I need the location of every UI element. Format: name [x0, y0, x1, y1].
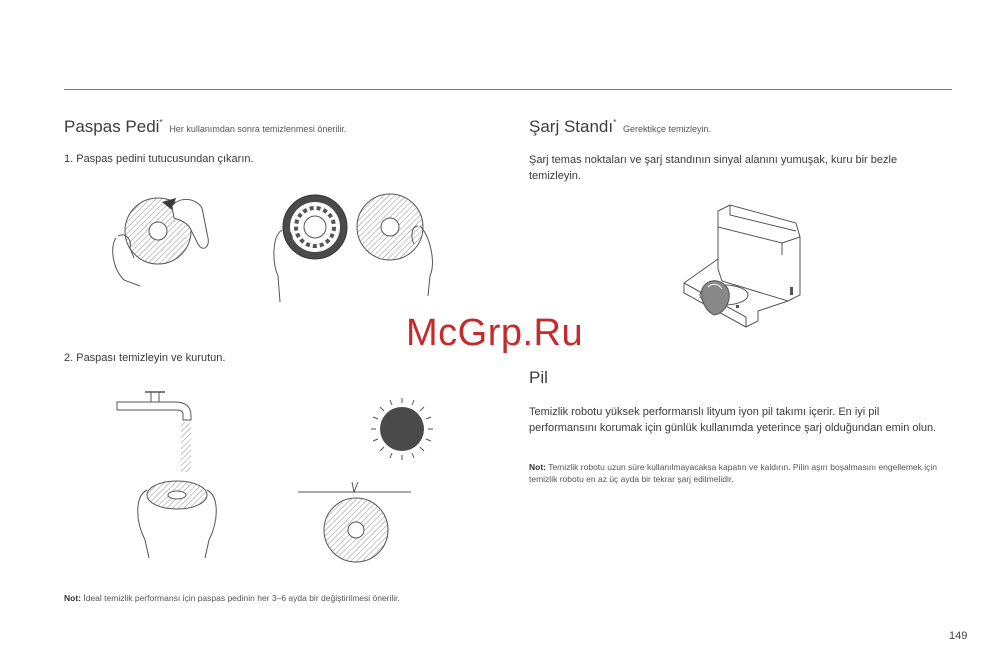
- step-2-text: 2. Paspası temizleyin ve kurutun.: [64, 352, 226, 364]
- asterisk-mark: *: [159, 118, 163, 127]
- dock-body-text: Şarj temas noktaları ve şarj standının sinyal alanını yumuşak, kuru bir bezle temizleyin.: [529, 154, 898, 182]
- note-label: Not:: [64, 593, 81, 603]
- step-1-text: 1. Paspas pedini tutucusundan çıkarın.: [64, 153, 254, 165]
- mop-pad-hint: Her kullanımdan sonra temizlenmesi önerilir.: [169, 124, 347, 134]
- remove-pad-illustration: [110, 188, 220, 288]
- hanging-pad-illustration: [298, 478, 413, 568]
- mop-pad-note: [64, 593, 484, 605]
- wash-pad-illustration: [115, 390, 225, 560]
- battery-note-text: Temizlik robotu uzun süre kullanılmayacaksa kapatın ve kaldırın. Pilin aşırı boşalmasını engellemek için temizlik robotu en az üç ayda bir tekrar şarj edilmelidir.: [529, 462, 938, 484]
- dock-hint: Gerektikçe temizleyin.: [622, 124, 711, 134]
- dock-title: Şarj Standı: [529, 117, 614, 136]
- battery-body-text: Temizlik robotu yüksek performanslı lityum iyon pil takımı içerir. En iyi pil performansını korumak için günlük kullanımda yeterince şarj olduğundan emin olun.: [529, 406, 937, 434]
- watermark: McGrp.Ru: [406, 312, 584, 354]
- battery-title: Pil: [529, 368, 548, 387]
- mop-pad-title: Paspas Pedi: [64, 117, 160, 136]
- top-rule: [64, 89, 952, 90]
- battery-note: [529, 462, 939, 485]
- dock-heading: [529, 117, 711, 137]
- sun-icon: [369, 396, 435, 462]
- battery-note-label: Not:: [529, 462, 546, 472]
- note-text: İdeal temizlik performansı için paspas pedinin her 3–6 ayda bir değiştirilmesi önerilir.: [81, 593, 400, 603]
- mop-pad-heading: [64, 117, 346, 137]
- asterisk-mark: *: [613, 118, 617, 127]
- charging-dock-illustration: [678, 203, 806, 329]
- page-number: 149: [949, 630, 968, 642]
- pad-holder-illustration: [268, 186, 438, 304]
